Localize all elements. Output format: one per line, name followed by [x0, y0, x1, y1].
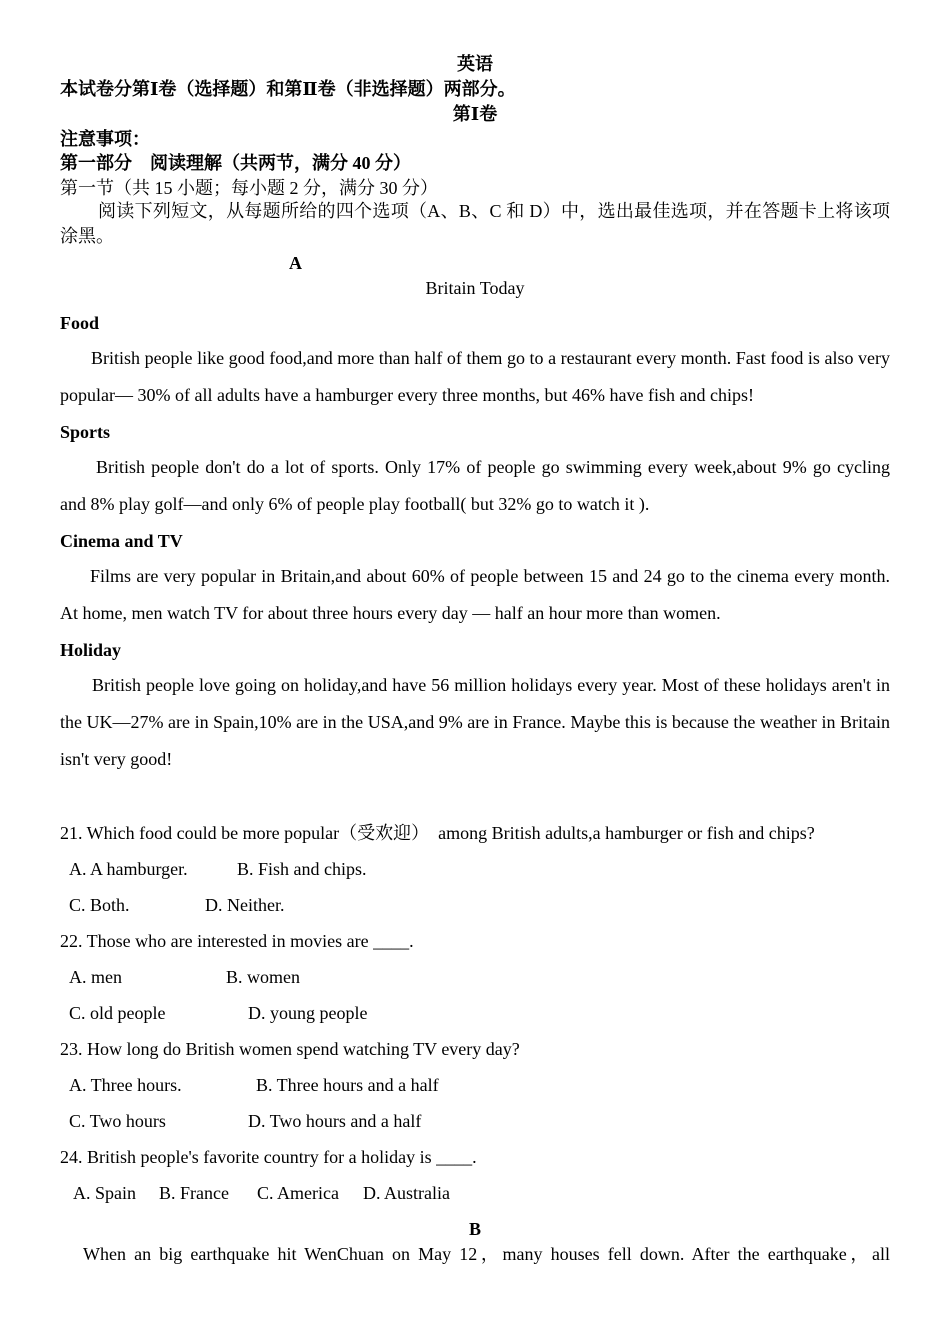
question-24-option-a[interactable]: A. Spain: [73, 1183, 136, 1203]
section-heading-food: Food: [60, 313, 100, 333]
question-24-option-d[interactable]: D. Australia: [363, 1183, 450, 1203]
notice-heading: 注意事项：: [60, 129, 150, 149]
section-text-food: British people like good food,and more than half of them go to a restaurant every month. Fast food is also very popular— 30% of all adults have a hamburger every three months, but 46% have fish and chips!: [60, 348, 890, 405]
question-23-stem: 23. How long do British women spend watching TV every day?: [60, 1039, 520, 1059]
question-23-option-c[interactable]: C. Two hours: [69, 1111, 166, 1131]
question-23-option-b[interactable]: B. Three hours and a half: [256, 1075, 439, 1095]
question-22-option-b[interactable]: B. women: [226, 967, 300, 987]
passage-a-label: A: [289, 253, 302, 273]
section-heading-cinema: Cinema and TV: [60, 531, 183, 551]
question-24-option-c[interactable]: C. America: [257, 1183, 339, 1203]
instructions-text: 阅读下列短文，从每题所给的四个选项（A、B、C 和 D）中，选出最佳选项，并在答题卡上将该项涂黑。: [60, 201, 890, 246]
question-21-option-d[interactable]: D. Neither.: [205, 895, 285, 915]
question-21-option-b[interactable]: B. Fish and chips.: [237, 859, 367, 879]
exam-title: 英语: [457, 54, 493, 74]
section1-heading: 第一节（共 15 小题；每小题 2 分，满分 30 分）: [60, 178, 438, 198]
question-22-option-a[interactable]: A. men: [69, 967, 122, 987]
passage-b-label: B: [468, 1219, 481, 1239]
question-21-stem: 21. Which food could be more popular（受欢迎） among British adults,a hamburger or fish and chips?: [60, 823, 815, 843]
section-text-cinema: Films are very popular in Britain,and about 60% of people between 15 and 24 go to the cinema every month. At home, men watch TV for about three hours every day — half an hour more than women.: [60, 566, 890, 623]
question-22-option-d[interactable]: D. young people: [248, 1003, 368, 1023]
question-22-stem: 22. Those who are interested in movies are ____.: [60, 931, 414, 951]
question-24-stem: 24. British people's favorite country for a holiday is ____.: [60, 1147, 477, 1167]
question-22-option-c[interactable]: C. old people: [69, 1003, 166, 1023]
question-21-option-c[interactable]: C. Both.: [69, 895, 130, 915]
section-heading-holiday: Holiday: [60, 640, 122, 660]
question-21-option-a[interactable]: A. A hamburger.: [69, 859, 188, 879]
part1-heading: 第一部分 阅读理解（共两节，满分 40 分）: [60, 153, 411, 173]
passage-a-title: Britain Today: [425, 278, 525, 298]
section-text-sports: British people don't do a lot of sports. Only 17% of people go swimming every week,about 9% go cycling and 8% play golf—and only 6% of people play football( but 32% go to watch it ).: [60, 457, 890, 514]
section-heading-sports: Sports: [60, 422, 111, 442]
exam-intro: 本试卷分第Ⅰ卷（选择题）和第Ⅱ卷（非选择题）两部分。: [60, 79, 516, 99]
question-23-option-d[interactable]: D. Two hours and a half: [248, 1111, 422, 1131]
volume-heading: 第Ⅰ卷: [452, 104, 498, 124]
section-text-holiday: British people love going on holiday,and have 56 million holidays every year. Most of these holidays aren't in the UK—27% are in Spain,10% are in the USA,and 9% are in France. Maybe this is because the weather in Britain isn't very good!: [60, 675, 890, 769]
question-23-option-a[interactable]: A. Three hours.: [69, 1075, 182, 1095]
question-24-option-b[interactable]: B. France: [159, 1183, 229, 1203]
passage-b-text: When an big earthquake hit WenChuan on May 12，many houses fell down. After the earthquake，all: [83, 1244, 890, 1264]
